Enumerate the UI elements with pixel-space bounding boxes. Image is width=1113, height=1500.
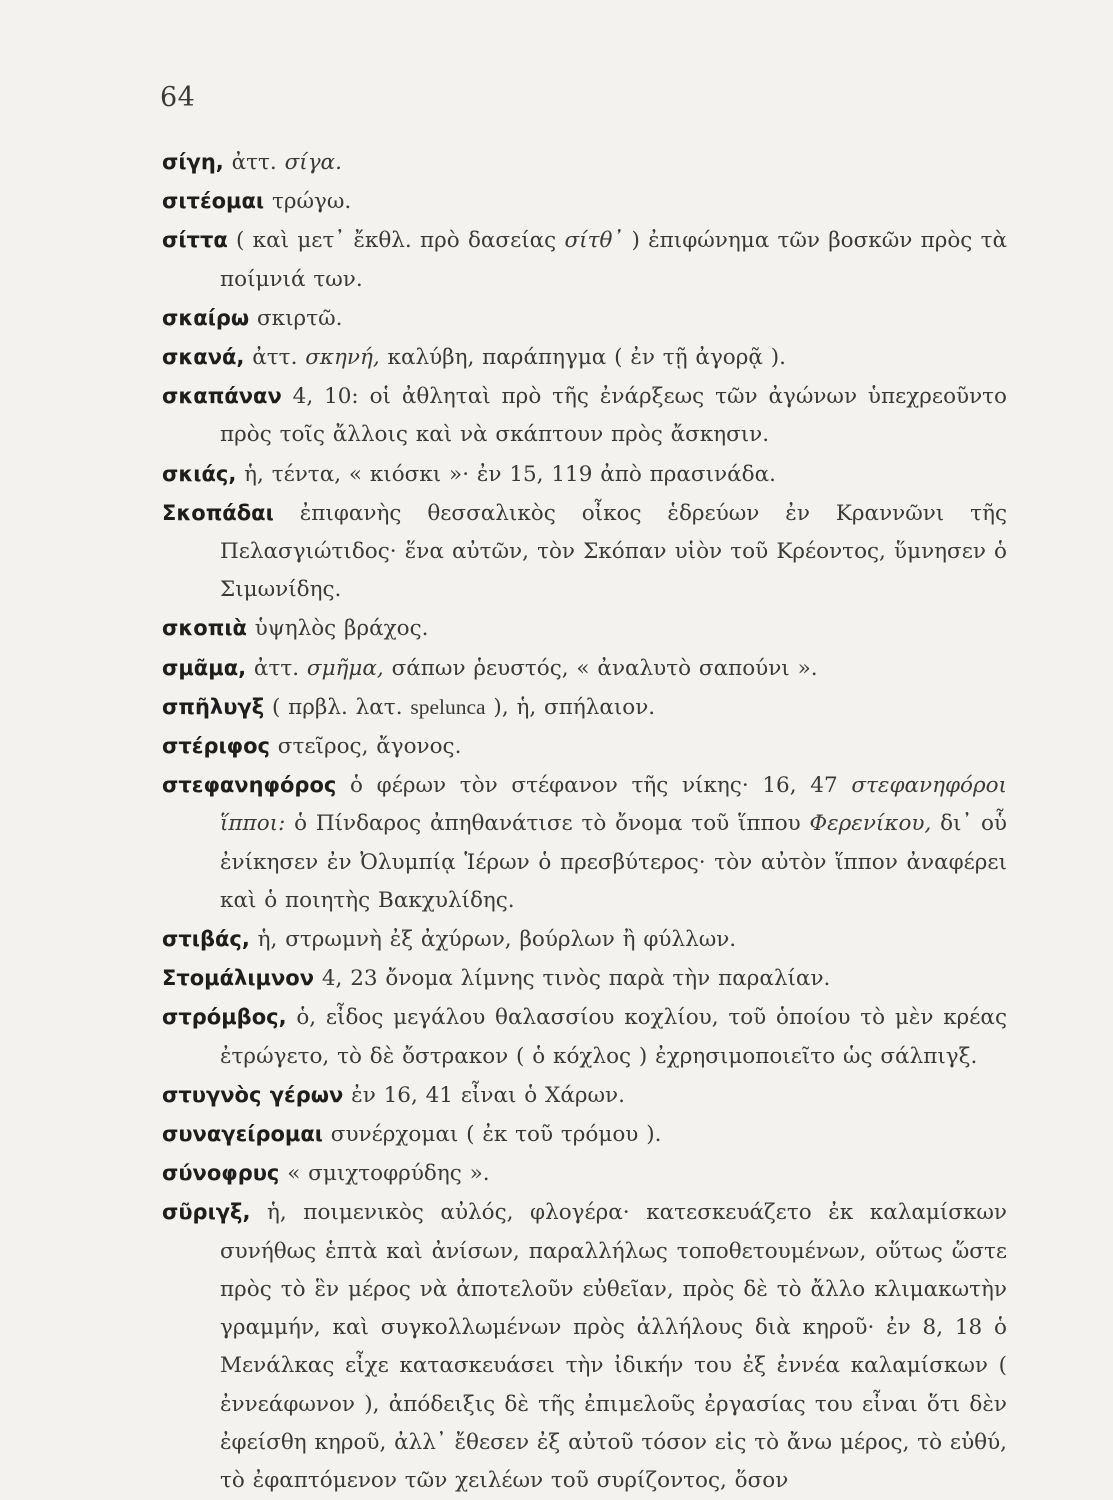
glossary-entry	[162, 494, 1007, 610]
entry-definition-text: ἀττ.	[246, 655, 307, 681]
glossary-entry	[162, 609, 1007, 648]
entry-italic-term: στεφανηφόροι ἵπποι:	[220, 773, 1007, 837]
entry-definition-text: « σμιχτοφρύδης ».	[279, 1161, 490, 1187]
entry-headword: σκαπάναν	[162, 384, 282, 409]
glossary-entry	[162, 959, 1007, 998]
entry-headword: σκαίρω	[162, 305, 250, 330]
entry-headword: Στομάλιμνον	[162, 966, 315, 991]
glossary-entry	[162, 455, 1007, 494]
entry-headword: σῦριγξ,	[162, 1200, 251, 1225]
entry-italic-term: Φερενίκου,	[809, 811, 932, 837]
entry-definition-text: ἐν 16, 41 εἶναι ὁ Χάρων.	[343, 1082, 625, 1108]
entry-definition-text: στεῖρος, ἄγονος.	[269, 734, 462, 760]
entry-definition-text: ( πρβλ. λατ.	[264, 694, 411, 720]
glossary-entry	[162, 338, 1007, 377]
entry-headword: σίττα	[162, 228, 228, 253]
entry-headword: σκανά,	[162, 345, 245, 370]
glossary-entry	[162, 221, 1007, 298]
glossary-entry	[162, 182, 1007, 221]
entry-definition-text: ) ἐπιφώνημα τῶν βοσκῶν πρὸς τὰ ποίμνιά των.	[220, 228, 1007, 292]
glossary-entry	[162, 1193, 1007, 1500]
entry-latin-term: spelunca	[410, 694, 486, 719]
entry-definition-text: συνέρχομαι ( ἐκ τοῦ τρόμου ).	[322, 1122, 662, 1148]
glossary-entry	[162, 1076, 1007, 1115]
entry-italic-term: σίτθ᾽	[564, 228, 624, 254]
entry-headword: στεφανηφόρος	[162, 773, 337, 798]
entry-headword: Σκοπάδαι	[162, 500, 274, 525]
entry-italic-term: σκηνή,	[305, 345, 380, 371]
glossary-entry	[162, 998, 1007, 1075]
entry-italic-term: σίγα.	[284, 150, 342, 175]
entry-headword: σύνοφρυς	[162, 1161, 280, 1186]
glossary-entry	[162, 920, 1007, 959]
entry-headword: στιβάς,	[162, 927, 250, 952]
glossary-entry	[162, 766, 1007, 920]
entry-headword: σιτέομαι	[162, 189, 265, 214]
entry-definition-text: ἡ, στρωμνὴ ἐξ ἀχύρων, βούρλων ἢ φύλλων.	[249, 927, 737, 953]
entry-definition-text: σάπων ῥευστός, « ἀναλυτὸ σαπούνι ».	[383, 655, 818, 681]
entry-definition-text: ), ἡ, σπήλαιον.	[485, 694, 656, 720]
glossary-entries	[162, 143, 1007, 1500]
entry-headword: συναγείρομαι	[162, 1122, 323, 1147]
glossary-entry	[162, 649, 1007, 688]
entry-definition-text: ( καὶ μετ᾽ ἔκθλ. πρὸ δασείας	[227, 228, 565, 254]
entry-headword: σίγη,	[162, 150, 224, 174]
entry-headword: σκιάς,	[162, 461, 237, 486]
entry-headword: σκοπιὰ	[162, 616, 247, 641]
glossary-entry	[162, 299, 1007, 338]
entry-headword: στέριφος	[162, 734, 270, 759]
entry-definition-text: ὁ Πίνδαρος ἀπηθανάτισε τὸ ὄνομα τοῦ ἵππου	[285, 811, 810, 837]
entry-definition-text: ἡ, ποιμενικὸς αὐλός, φλογέρα· κατεσκευάζετο ἐκ καλαμίσκων συνήθως ἑπτὰ καὶ ἀνίσων, παραλλήλως τοποθετουμένων, οὕτως ὥστε πρὸς τὸ ἓν μέρος νὰ ἀποτελοῦν εὐθεῖαν, πρὸς δὲ τὸ ἄλλο κλιμακωτὴν γραμμήν, καὶ συγκολλωμένων πρὸς ἀλλήλους διὰ κηροῦ· ἐν 8, 18 ὁ Μενάλκας εἶχε κατασκευάσει τὴν ἰδικήν του ἐξ ἐννέα καλαμίσκων ( ἐννεάφωνον ), ἀπόδειξις δὲ τῆς ἐπιμελοῦς ἐργασίας του εἶναι ὅτι δὲν ἐφείσθη κηροῦ, ἀλλ᾽ ἔθεσεν ἐξ αὐτοῦ τόσον εἰς τὸ ἄνω μέρος, τὸ εὐθύ, τὸ ἐφαπτόμενον τῶν χειλέων τοῦ συρίζοντος, ὅσον	[220, 1200, 1007, 1493]
entry-definition-text: ὁ, εἶδος μεγάλου θαλασσίου κοχλίου, τοῦ ὁποίου τὸ μὲν κρέας ἐτρώγετο, τὸ δὲ ὄστρακον ( ὁ κόχλος ) ἐχρησιμοποιεῖτο ὡς σάλπιγξ.	[220, 1005, 1007, 1069]
page-number: 64	[160, 82, 196, 113]
glossary-entry	[162, 727, 1007, 766]
entry-headword: σπῆλυγξ	[162, 694, 265, 719]
glossary-entry	[162, 688, 1007, 727]
entry-italic-term: σμῆμα,	[306, 655, 384, 681]
entry-definition-text: 4, 10: οἱ ἀθληταὶ πρὸ τῆς ἐνάρξεως τῶν ἀγώνων ὑπεχρεοῦντο πρὸς τοῖς ἄλλοις καὶ νὰ σκάπτουν πρὸς ἄσκησιν.	[220, 384, 1007, 448]
glossary-entry	[162, 1115, 1007, 1154]
entry-definition-text: δι᾽ οὗ ἐνίκησεν ἐν Ὀλυμπίᾳ Ἱέρων ὁ πρεσβύτερος· τὸν αὐτὸν ἵππον ἀναφέρει καὶ ὁ ποιητὴς Βακχυλίδης.	[220, 811, 1008, 913]
entry-definition-text: ὁ φέρων τὸν στέφανον τῆς νίκης· 16, 47	[336, 773, 852, 799]
entry-definition-text: ἀττ.	[244, 345, 306, 371]
entry-headword: στρόμβος,	[162, 1005, 287, 1030]
entry-definition-text: ὑψηλὸς βράχος.	[246, 616, 429, 642]
glossary-entry	[162, 143, 1007, 182]
entry-headword: στυγνὸς γέρων	[162, 1082, 344, 1107]
entry-definition-text: καλύβη, παράπηγμα ( ἐν τῇ ἀγορᾷ ).	[379, 345, 786, 371]
entry-definition-text: ἐπιφανὴς θεσσαλικὸς οἶκος ἑδρεύων ἐν Κραννῶνι τῆς Πελασγιώτιδος· ἕνα αὐτῶν, τὸν Σκόπαν υἱὸν τοῦ Κρέοντος, ὕμνησεν ὁ Σιμωνίδης.	[220, 500, 1007, 603]
glossary-entry	[162, 1154, 1007, 1193]
entry-definition-text: ἡ, τέντα, « κιόσκι »· ἐν 15, 119 ἀπὸ πρασινάδα.	[236, 461, 776, 487]
entry-definition-text: τρώγω.	[264, 189, 352, 215]
entry-definition-text: 4, 23 ὄνομα λίμνης τινὸς παρὰ τὴν παραλίαν.	[314, 966, 831, 992]
entry-definition-text: σκιρτῶ.	[249, 305, 343, 331]
glossary-entry	[162, 377, 1007, 454]
entry-headword: σμᾶμα,	[162, 655, 247, 680]
entry-definition-text: ἀττ.	[223, 150, 285, 175]
